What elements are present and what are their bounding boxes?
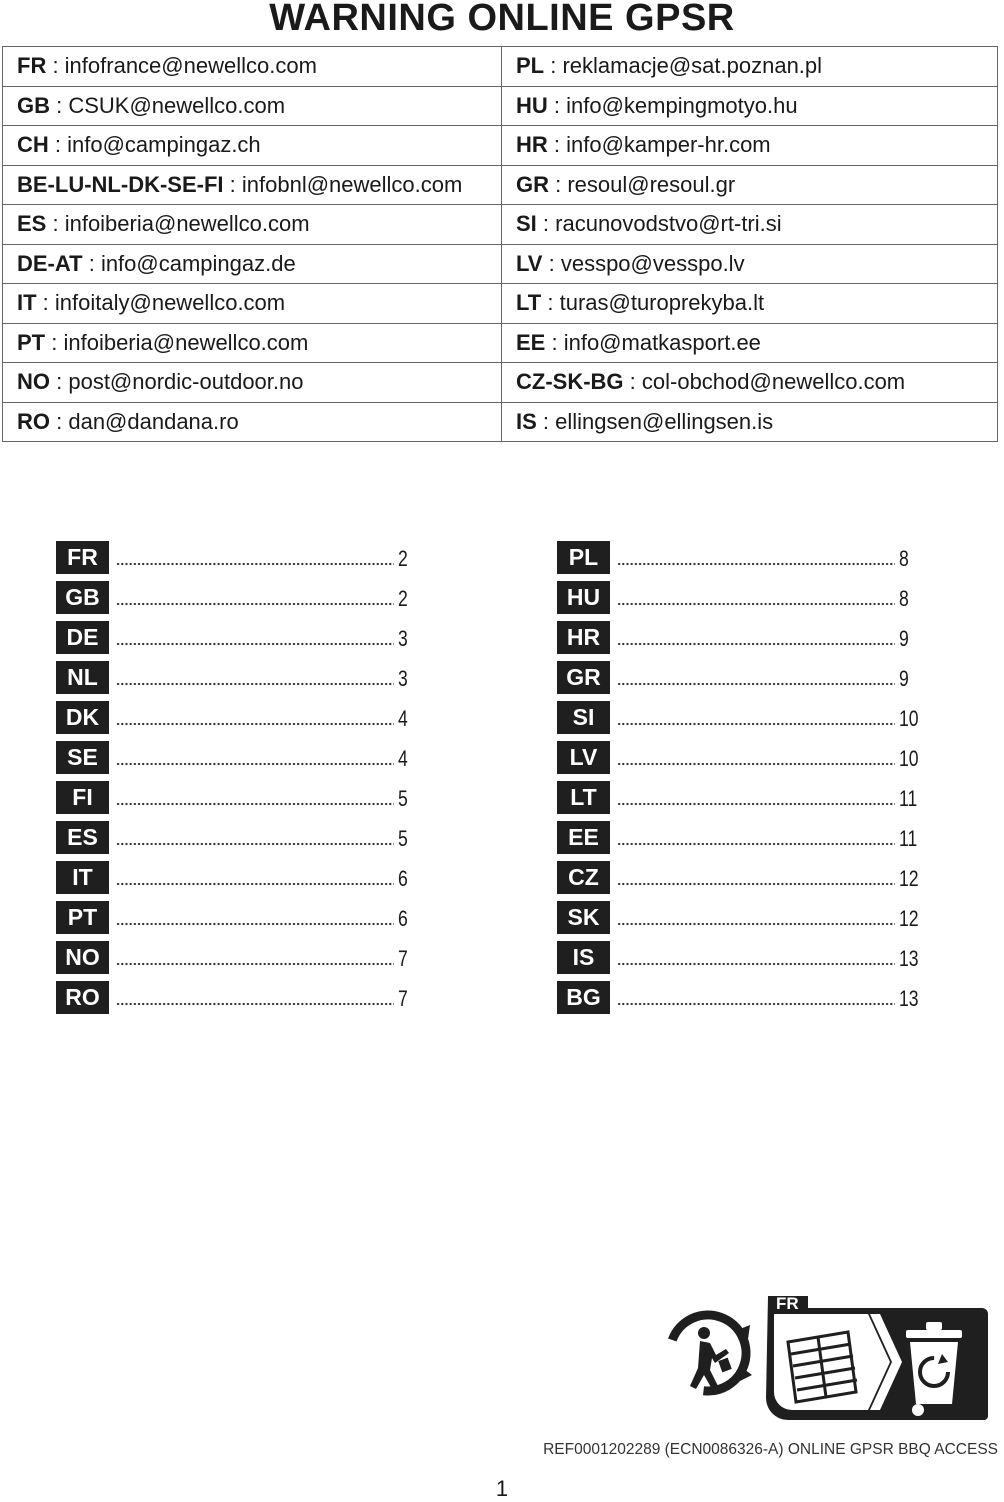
toc-right-column [557, 537, 937, 1017]
email-address: turas@turoprekyba.lt [559, 290, 765, 316]
toc-entry [56, 577, 436, 617]
separator: : [541, 290, 560, 316]
contact-cell-left [3, 126, 502, 166]
toc-entry [56, 977, 436, 1017]
page-title: WARNING ONLINE GPSR [269, 0, 735, 39]
email-address: info@campingaz.ch [67, 132, 261, 158]
toc-entry [557, 737, 937, 777]
email-address: infofrance@newellco.com [64, 53, 317, 79]
dot-leader [116, 960, 394, 968]
contact-cell-left [3, 244, 502, 284]
language-badge: SI [557, 701, 610, 734]
dot-leader [617, 680, 895, 688]
toc-entry [56, 937, 436, 977]
dot-leader [617, 720, 895, 728]
country-code: RO [17, 408, 50, 434]
toc-page-number: 2 [398, 586, 408, 611]
language-badge: HR [557, 621, 610, 654]
toc-page-number: 3 [398, 626, 408, 651]
email-address: info@kempingmotyo.hu [566, 92, 798, 118]
contact-row [3, 165, 998, 205]
dot-leader [617, 600, 895, 608]
toc-page-number: 13 [899, 986, 919, 1011]
contact-cell-left [3, 323, 502, 363]
country-code: CZ-SK-BG [516, 369, 624, 395]
email-address: infoitaly@newellco.com [54, 290, 286, 316]
country-code: IS [516, 408, 537, 434]
contact-cell-left [3, 205, 502, 245]
toc-page-number: 7 [398, 946, 408, 971]
toc-entry [56, 737, 436, 777]
country-code: ES [17, 211, 47, 237]
dot-leader [116, 600, 394, 608]
separator: : [545, 329, 564, 355]
contact-row [3, 126, 998, 166]
language-badge: DK [56, 701, 109, 734]
email-address: resoul@resoul.gr [567, 171, 736, 197]
toc-page-number: 8 [899, 586, 909, 611]
contact-row [3, 402, 998, 442]
contact-row [3, 323, 998, 363]
toc-entry [557, 537, 937, 577]
email-address: CSUK@newellco.com [68, 92, 286, 118]
dot-leader [116, 1000, 394, 1008]
page-number: 1 [495, 1476, 509, 1501]
contact-cell-right [502, 402, 998, 442]
email-address: reklamacje@sat.poznan.pl [562, 53, 823, 79]
toc-entry [56, 817, 436, 857]
separator: : [223, 171, 242, 197]
language-badge: NL [56, 661, 109, 694]
contact-row [3, 284, 998, 324]
dot-leader [617, 560, 895, 568]
toc-entry [56, 857, 436, 897]
language-badge: SK [557, 901, 610, 934]
separator: : [536, 211, 556, 237]
toc-page-number: 10 [899, 706, 919, 731]
toc-entry [557, 817, 937, 857]
language-badge: FI [56, 781, 109, 814]
separator: : [82, 250, 101, 276]
email-address: vesspo@vesspo.lv [560, 250, 745, 276]
contact-cell-left [3, 363, 502, 403]
contact-cell-right [502, 323, 998, 363]
toc-page-number: 6 [398, 866, 408, 891]
contact-row [3, 86, 998, 126]
country-code: BE-LU-NL-DK-SE-FI [17, 171, 224, 197]
country-code: PT [17, 329, 46, 355]
contact-cell-left [3, 47, 502, 87]
toc-entry [557, 977, 937, 1017]
email-address: infoiberia@newellco.com [63, 329, 309, 355]
country-code: IT [17, 290, 37, 316]
language-badge: DE [56, 621, 109, 654]
contact-cell-left [3, 284, 502, 324]
toc-page-number: 13 [899, 946, 919, 971]
email-address: info@kamper-hr.com [566, 132, 771, 158]
toc-entry [557, 937, 937, 977]
toc-page-number: 7 [398, 986, 408, 1011]
contact-cell-right [502, 244, 998, 284]
dot-leader [617, 640, 895, 648]
dot-leader [116, 880, 394, 888]
country-code: GR [516, 171, 549, 197]
separator: : [50, 369, 69, 395]
toc-page-number: 3 [398, 666, 408, 691]
contacts-table [2, 46, 998, 442]
email-address: racunovodstvo@rt-tri.si [555, 211, 782, 237]
country-code: GB [17, 92, 50, 118]
dot-leader [617, 920, 895, 928]
toc-page-number: 9 [899, 666, 909, 691]
language-badge: LT [557, 781, 610, 814]
contact-cell-right [502, 126, 998, 166]
paper-packaging-icon [766, 1292, 990, 1422]
separator: : [547, 132, 567, 158]
language-badge: GB [56, 581, 109, 614]
separator: : [542, 250, 561, 276]
language-badge: BG [557, 981, 610, 1014]
toc-entry [56, 697, 436, 737]
dot-leader [116, 920, 394, 928]
toc-entry [557, 617, 937, 657]
fr-tab-label: FR [776, 1294, 799, 1313]
contact-cell-right [502, 205, 998, 245]
contact-cell-right [502, 165, 998, 205]
dot-leader [617, 840, 895, 848]
country-code: NO [17, 369, 50, 395]
language-badge: HU [557, 581, 610, 614]
country-code: LT [516, 290, 542, 316]
contact-cell-right [502, 363, 998, 403]
toc-entry [56, 897, 436, 937]
dot-leader [116, 680, 394, 688]
toc-page-number: 8 [899, 546, 909, 571]
contact-cell-right [502, 86, 998, 126]
country-code: EE [516, 329, 546, 355]
language-badge: NO [56, 941, 109, 974]
contact-cell-left [3, 165, 502, 205]
toc-page-number: 9 [899, 626, 909, 651]
language-badge: IS [557, 941, 610, 974]
recycle-person-icon [664, 1307, 756, 1399]
contact-row [3, 205, 998, 245]
email-address: dan@dandana.ro [68, 408, 239, 434]
country-code: FR [17, 53, 47, 79]
contact-row [3, 363, 998, 403]
country-code: HU [516, 92, 548, 118]
toc-left-column [56, 537, 436, 1017]
dot-leader [617, 1000, 895, 1008]
country-code: SI [516, 211, 537, 237]
language-badge: CZ [557, 861, 610, 894]
language-badge: PL [557, 541, 610, 574]
email-address: ellingsen@ellingsen.is [555, 408, 774, 434]
separator: : [46, 211, 65, 237]
contact-row [3, 244, 998, 284]
dot-leader [617, 800, 895, 808]
language-badge: GR [557, 661, 610, 694]
toc-entry [557, 697, 937, 737]
toc-entry [557, 777, 937, 817]
country-code: DE-AT [17, 250, 83, 276]
country-code: HR [516, 132, 548, 158]
dot-leader [116, 840, 394, 848]
toc-page-number: 6 [398, 906, 408, 931]
separator: : [50, 92, 69, 118]
email-address: info@matkasport.ee [563, 329, 761, 355]
country-code: PL [516, 53, 545, 79]
dot-leader [617, 960, 895, 968]
language-badge: RO [56, 981, 109, 1014]
dot-leader [617, 880, 895, 888]
separator: : [544, 53, 563, 79]
dot-leader [617, 760, 895, 768]
email-address: post@nordic-outdoor.no [68, 369, 304, 395]
dot-leader [116, 640, 394, 648]
language-badge: FR [56, 541, 109, 574]
toc-page-number: 5 [398, 786, 408, 811]
separator: : [50, 408, 69, 434]
contact-row [3, 47, 998, 87]
language-badge: ES [56, 821, 109, 854]
language-badge: PT [56, 901, 109, 934]
separator: : [536, 408, 556, 434]
toc-page-number: 5 [398, 826, 408, 851]
email-address: col-obchod@newellco.com [641, 369, 906, 395]
toc-page-number: 11 [899, 826, 918, 851]
toc-page-number: 12 [899, 906, 919, 931]
dot-leader [116, 800, 394, 808]
toc-page-number: 10 [899, 746, 919, 771]
reference-code: REF0001202289 (ECN0086326-A) ONLINE GPSR BBQ ACCESS [543, 1441, 998, 1458]
separator: : [45, 329, 64, 355]
separator: : [36, 290, 55, 316]
separator: : [48, 132, 68, 158]
toc-page-number: 11 [899, 786, 918, 811]
dot-leader [116, 720, 394, 728]
email-address: infoiberia@newellco.com [64, 211, 310, 237]
toc-entry [557, 657, 937, 697]
country-code: LV [516, 250, 543, 276]
toc-entry [557, 897, 937, 937]
toc-entry [56, 657, 436, 697]
email-address: info@campingaz.de [100, 250, 296, 276]
toc-page-number: 2 [398, 546, 408, 571]
dot-leader [116, 760, 394, 768]
email-address: infobnl@newellco.com [241, 171, 463, 197]
separator: : [46, 53, 65, 79]
separator: : [623, 369, 642, 395]
country-code: CH [17, 132, 49, 158]
separator: : [547, 92, 567, 118]
language-badge: EE [557, 821, 610, 854]
toc-page-number: 4 [398, 706, 408, 731]
toc-page-number: 12 [899, 866, 919, 891]
contact-cell-left [3, 402, 502, 442]
contact-cell-left [3, 86, 502, 126]
toc-entry [56, 617, 436, 657]
toc-entry [56, 537, 436, 577]
language-badge: IT [56, 861, 109, 894]
contact-cell-right [502, 284, 998, 324]
toc-entry [557, 857, 937, 897]
separator: : [549, 171, 568, 197]
toc-entry [557, 577, 937, 617]
toc-page-number: 4 [398, 746, 408, 771]
dot-leader [116, 560, 394, 568]
language-badge: SE [56, 741, 109, 774]
contact-cell-right [502, 47, 998, 87]
language-badge: LV [557, 741, 610, 774]
toc-entry [56, 777, 436, 817]
